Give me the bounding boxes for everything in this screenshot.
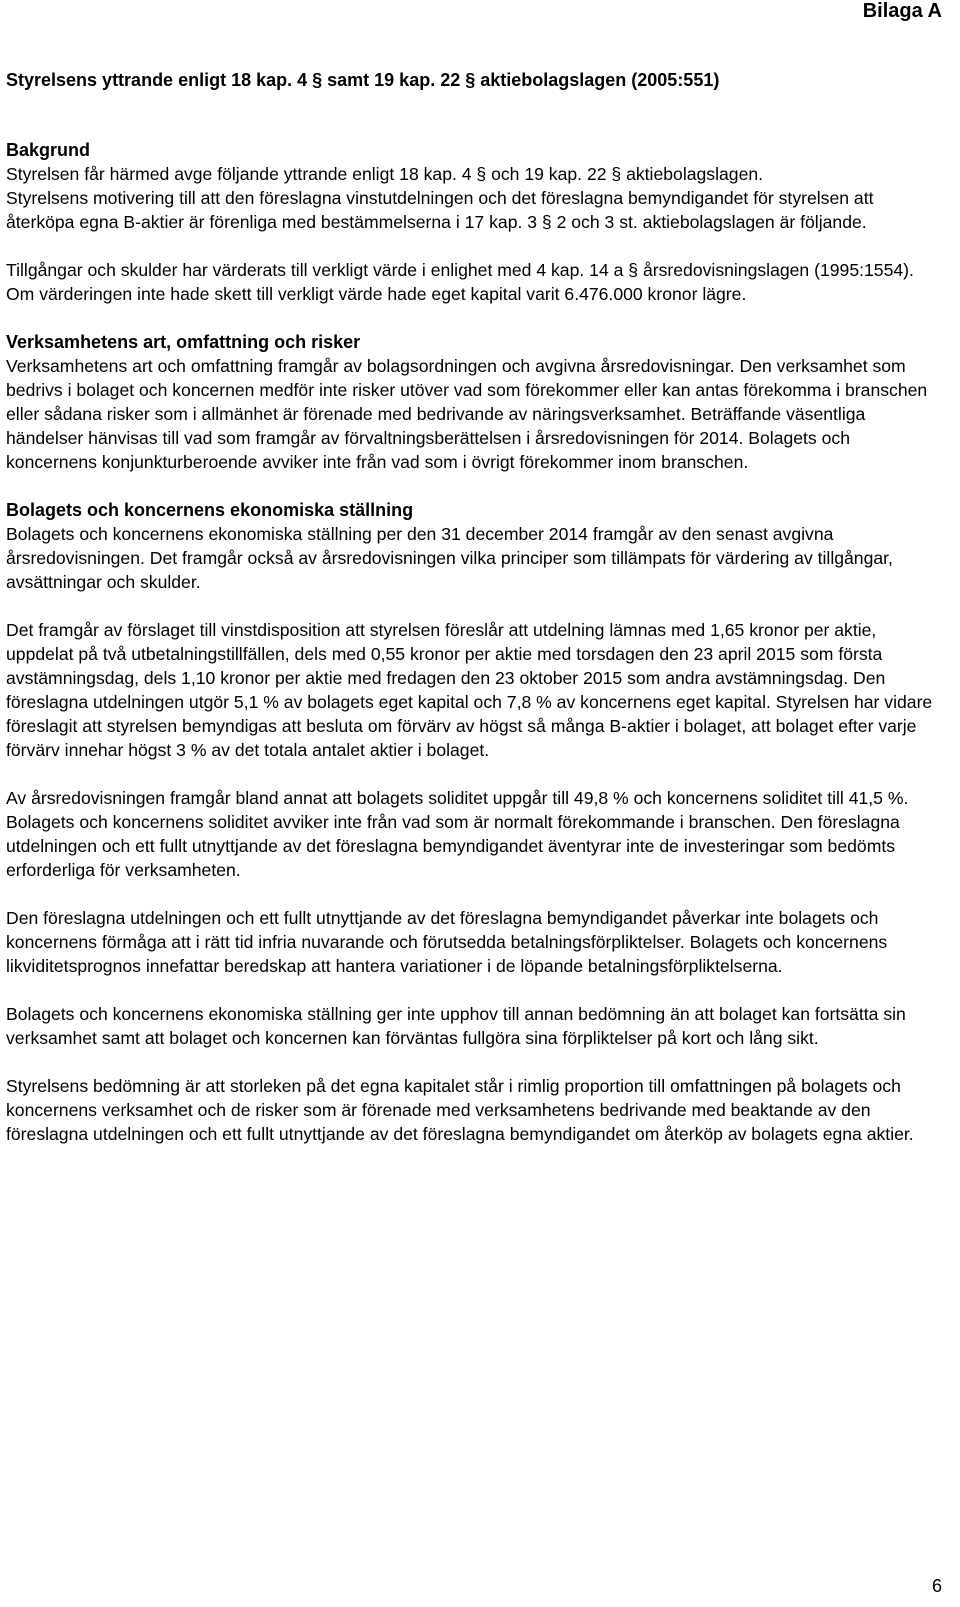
paragraph: Styrelsens bedömning är att storleken på det egna kapitalet står i rimlig proportion till omfattningen på bolagets och koncernens verksamhet och de risker som är förenade med verksamhetens bedrivande med beaktande av den föreslagna utdelningen och ett fullt utnyttjande av det föreslagna bemyndigandet om återköp av bolagets egna aktier.	[6, 1076, 914, 1144]
paragraph: Bolagets och koncernens ekonomiska ställning ger inte upphov till annan bedömning än att bolaget kan fortsätta sin verksamhet samt att bolaget och koncernen kan förväntas fullgöra sina förpliktelser på kort och lång sikt.	[6, 1004, 906, 1048]
heading-ekonomisk-stallning: Bolagets och koncernens ekonomiska ställning	[6, 500, 414, 520]
paragraph: Det framgår av förslaget till vinstdisposition att styrelsen föreslår att utdelning lämnas med 1,65 kronor per aktie, uppdelat på två utbetalningstillfällen, dels med 0,55 kronor per aktie med torsdagen den 23 april 2015 som första avstämningsdag, dels 1,10 kronor per aktie med fredagen den 23 oktober 2015 som andra avstämningsdag. Den föreslagna utdelningen utgör 5,1 % av bolagets eget kapital och 7,8 % av koncernens eget kapital. Styrelsen har vidare föreslagit att styrelsen bemyndigas att besluta om förvärv av högst så många B-aktier i bolaget, att bolaget efter varje förvärv innehar högst 3 % av det totala antalet aktier i bolaget.	[6, 620, 933, 760]
paragraph: Bolagets och koncernens ekonomiska ställning per den 31 december 2014 framgår av den senast avgivna årsredovisningen. Det framgår också av årsredovisningen vilka principer som tillämpats för värdering av tillgångar, avsättningar och skulder.	[6, 524, 893, 592]
paragraph: Verksamhetens art och omfattning framgår av bolagsordningen och avgivna årsredovisningar. Den verksamhet som bedrivs i bolaget och koncernen medför inte risker utöver vad som förekommer eller kan antas förekomma i branschen eller sådana risker som i allmänhet är förenade med bedrivande av näringsverksamhet. Beträffande väsentliga händelser hänvisas till vad som framgår av förvaltningsberättelsen i årsredovisningen för 2014. Bolagets och koncernens konjunkturberoende avviker inte från vad som i övrigt förekommer inom branschen.	[6, 356, 928, 472]
paragraph: Styrelsen får härmed avge följande yttrande enligt 18 kap. 4 § och 19 kap. 22 § aktiebolagslagen.	[6, 164, 764, 184]
document-title: Styrelsens yttrande enligt 18 kap. 4 § samt 19 kap. 22 § aktiebolagslagen (2005:551)	[6, 70, 720, 90]
heading-bakgrund: Bakgrund	[6, 140, 91, 160]
annex-label: Bilaga A	[862, 0, 942, 22]
paragraph: Av årsredovisningen framgår bland annat att bolagets soliditet uppgår till 49,8 % och koncernens soliditet till 41,5 %. Bolagets och koncernens soliditet avviker inte från vad som är normalt förekommande i branschen. Den föreslagna utdelningen och ett fullt utnyttjande av det föreslagna bemyndigandet äventyrar inte de investeringar som bedömts erforderliga för verksamheten.	[6, 788, 909, 880]
paragraph: Den föreslagna utdelningen och ett fullt utnyttjande av det föreslagna bemyndigandet påverkar inte bolagets och koncernens förmåga att i rätt tid infria nuvarande och förutsedda betalningsförpliktelser. Bolagets och koncernens likviditetsprognos innefattar beredskap att hantera variationer i de löpande betalningsförpliktelserna.	[6, 908, 888, 976]
heading-verksamhetens-art: Verksamhetens art, omfattning och risker	[6, 332, 361, 352]
paragraph: Styrelsens motivering till att den föreslagna vinstutdelningen och det föreslagna bemyndigandet för styrelsen att återköpa egna B-aktier är förenliga med bestämmelserna i 17 kap. 3 § 2 och 3 st. aktiebolagslagen är följande.	[6, 188, 874, 232]
paragraph: Tillgångar och skulder har värderats till verkligt värde i enlighet med 4 kap. 14 a § årsredovisningslagen (1995:1554). Om värderingen inte hade skett till verkligt värde hade eget kapital varit 6.476.000 kronor lägre.	[6, 260, 914, 304]
document-body	[6, 68, 942, 1146]
page-number: 6	[931, 1576, 942, 1596]
